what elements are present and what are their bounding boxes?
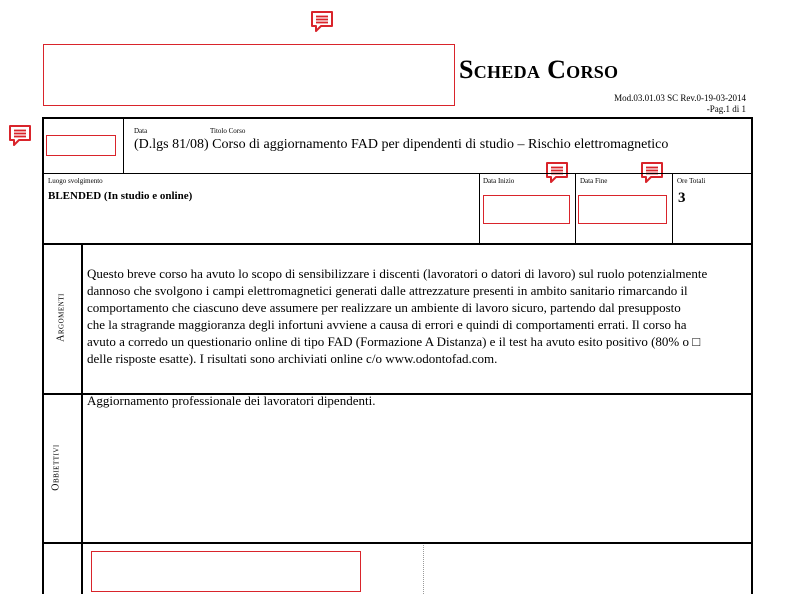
comment-note-icon[interactable] <box>7 123 33 149</box>
ore-totali-value: 3 <box>678 190 686 206</box>
comment-note-icon[interactable] <box>309 9 335 35</box>
obbiettivi-label: Obbiettivi <box>50 444 62 491</box>
argomenti-line: che la stragrande maggioranza degli infortuni avviene a causa di errori e quindi di comportamenti errati. Il corso ha <box>87 317 687 332</box>
module-ref-line2: -Pag.1 di 1 <box>706 104 746 114</box>
signature-field-box[interactable] <box>91 551 361 592</box>
argomenti-line: delle risposte esatte). I risultati sono archiviati online c/o www.odontofad.com. <box>87 351 498 366</box>
table-left-border <box>42 117 44 594</box>
start-date-field-box[interactable] <box>483 195 570 224</box>
page-title: Scheda Corso <box>459 55 619 84</box>
label-ore-totali: Ore Totali <box>677 177 706 185</box>
module-reference <box>614 93 746 115</box>
luogo-value: BLENDED (In studio e online) <box>48 190 193 202</box>
dotted-divider <box>423 545 424 594</box>
row-divider-2 <box>42 243 752 245</box>
label-data-inizio: Data Inizio <box>483 177 515 185</box>
label-data-fine: Data Fine <box>580 177 608 185</box>
course-title: (D.lgs 81/08) Corso di aggiornamento FAD per dipendenti di studio – Rischio elettromagnetico <box>134 137 669 152</box>
obbiettivi-text: Aggiornamento professionale dei lavoratori dipendenti. <box>87 393 376 408</box>
label-titolo-corso: Titolo Corso <box>210 127 246 135</box>
table-top-border <box>42 117 752 119</box>
col-divider-start <box>479 173 480 243</box>
argomenti-text <box>87 265 749 367</box>
label-data: Data <box>134 127 148 135</box>
argomenti-line: Questo breve corso ha avuto lo scopo di sensibilizzare i discenti (lavoratori o datori di lavoro) sul ruolo potenzialmente <box>87 266 708 281</box>
argomenti-line: avuto a corredo un questionario online di tipo FAD (Formazione A Distanza) e il test ha avuto esito positivo (80% o □ <box>87 334 701 349</box>
end-date-field-box[interactable] <box>578 195 667 224</box>
table-right-border <box>751 117 753 594</box>
row-divider-4 <box>42 542 752 544</box>
argomenti-label: Argomenti <box>55 293 67 342</box>
col-divider-end <box>575 173 576 243</box>
date-field-box[interactable] <box>46 135 116 156</box>
module-ref-line1: Mod.03.01.03 SC Rev.0-19-03-2014 <box>614 93 746 103</box>
col-divider-date <box>123 117 124 173</box>
label-column-divider <box>81 243 83 594</box>
row-divider-1 <box>42 173 752 174</box>
logo-placeholder-box[interactable] <box>43 44 455 106</box>
label-luogo-svolgimento: Luogo svolgimento <box>48 177 103 185</box>
col-divider-hours <box>672 173 673 243</box>
argomenti-line: comportamento che ciascuno deve assumere per realizzare un ambiente di lavoro sicuro, partendo dal presupposto <box>87 300 681 315</box>
argomenti-line: dannoso che svolgono i campi elettromagnetici generati dalle attrezzature presenti in ambito sanitario rimarcando il <box>87 283 688 298</box>
